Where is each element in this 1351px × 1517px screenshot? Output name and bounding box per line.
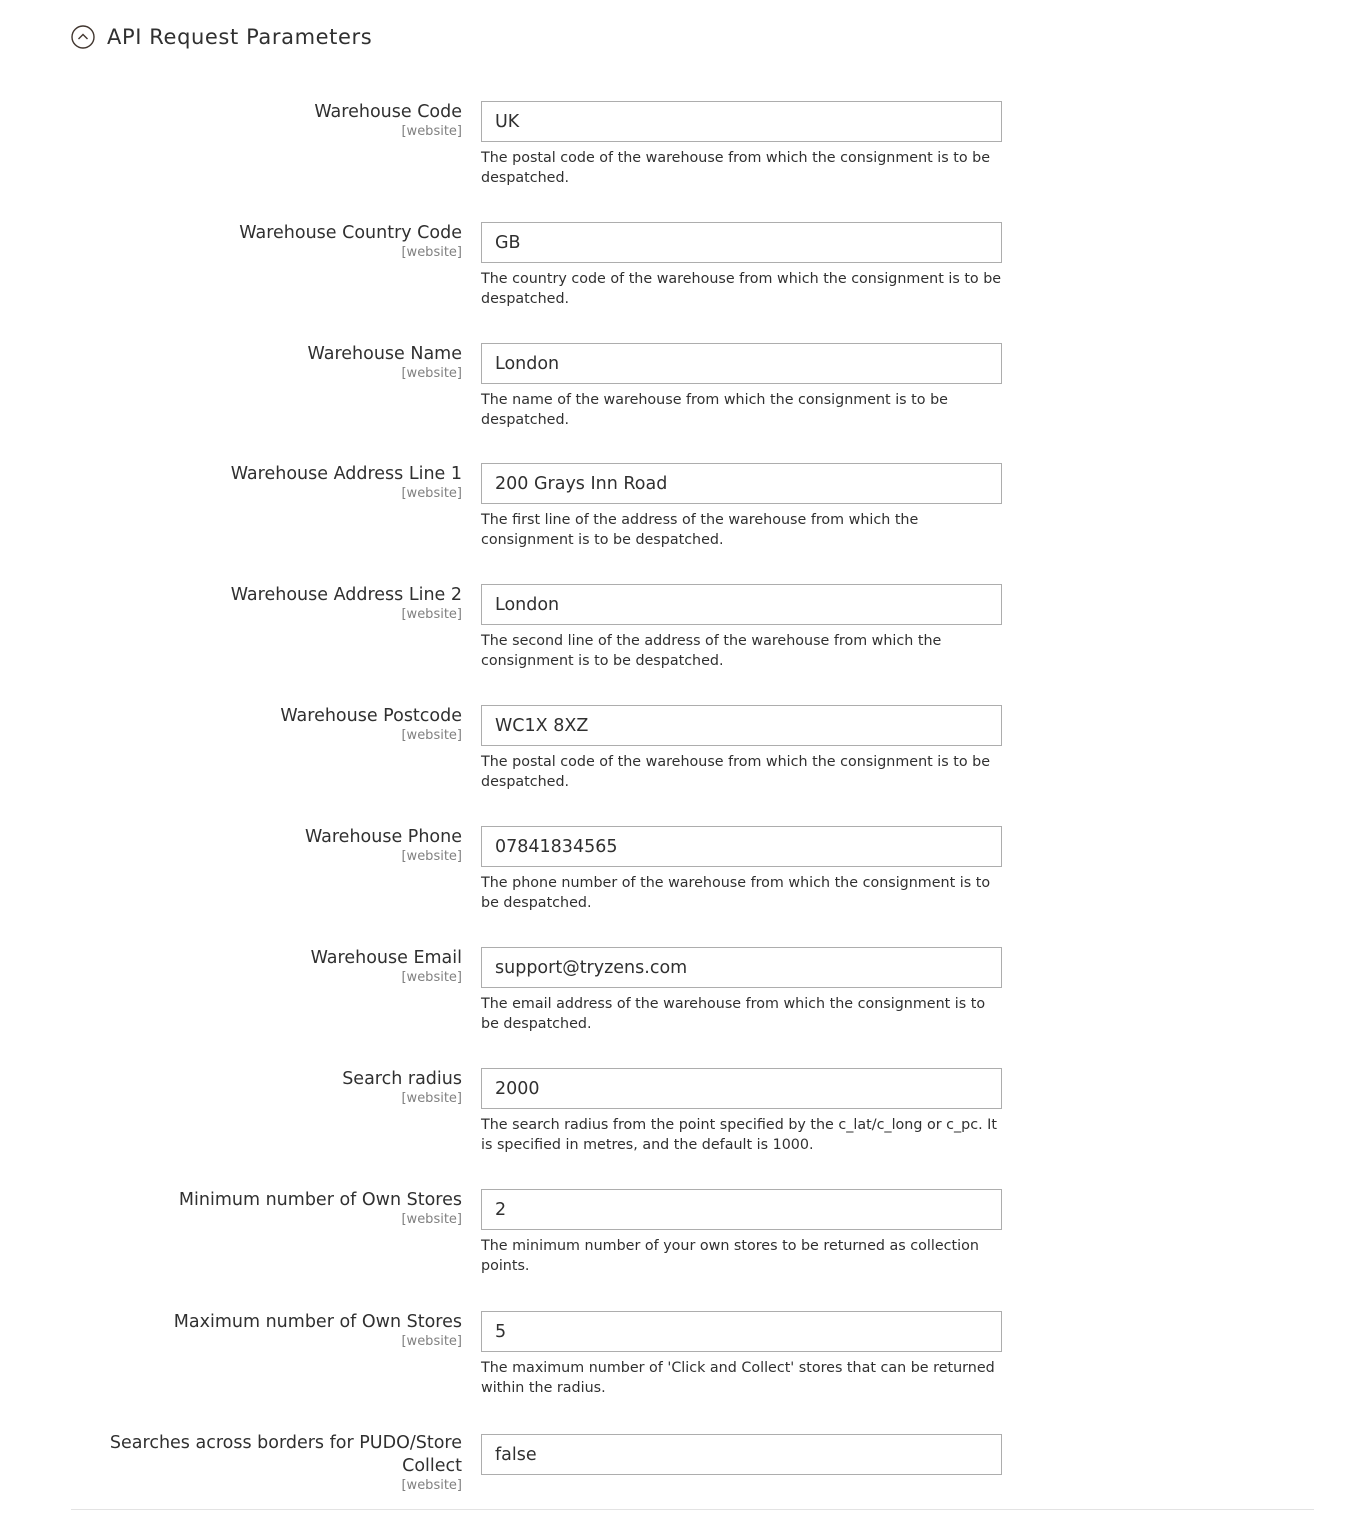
field-label: Searches across borders for PUDO/Store Collect bbox=[109, 1433, 462, 1476]
field-label: Warehouse Code bbox=[314, 102, 462, 122]
field-note: The country code of the warehouse from which the consignment is to be despatched. bbox=[481, 271, 1002, 307]
scope-label: [website] bbox=[401, 245, 462, 260]
field-row-maximum-own-stores bbox=[0, 1311, 1351, 1421]
field-note: The second line of the address of the warehouse from which the consignment is to be despatched. bbox=[481, 633, 942, 669]
field-row-minimum-own-stores bbox=[0, 1189, 1351, 1299]
maximum-own-stores-input[interactable] bbox=[481, 1311, 1002, 1352]
cross-border-search-input[interactable] bbox=[481, 1434, 1002, 1475]
scope-label: [website] bbox=[401, 1212, 462, 1227]
field-label-block bbox=[102, 947, 462, 985]
field-label: Warehouse Email bbox=[310, 948, 462, 968]
field-label: Search radius bbox=[342, 1069, 462, 1089]
field-label-block bbox=[102, 343, 462, 381]
scope-label: [website] bbox=[401, 1478, 462, 1493]
field-label: Warehouse Postcode bbox=[280, 706, 462, 726]
field-row-warehouse-address-line-2 bbox=[0, 584, 1351, 694]
minimum-own-stores-input[interactable] bbox=[481, 1189, 1002, 1230]
scope-label: [website] bbox=[401, 1091, 462, 1106]
warehouse-email-input[interactable] bbox=[481, 947, 1002, 988]
field-label: Warehouse Name bbox=[307, 344, 462, 364]
field-label-block bbox=[102, 463, 462, 501]
field-row-warehouse-code bbox=[0, 101, 1351, 211]
section-title: API Request Parameters bbox=[107, 25, 373, 49]
field-row-search-radius bbox=[0, 1068, 1351, 1178]
field-label: Minimum number of Own Stores bbox=[178, 1190, 462, 1210]
scope-label: [website] bbox=[401, 486, 462, 501]
field-row-warehouse-postcode bbox=[0, 705, 1351, 815]
chevron-up-circle-icon[interactable] bbox=[71, 25, 95, 49]
field-label-block bbox=[102, 222, 462, 260]
section-divider bbox=[71, 1509, 1314, 1510]
field-label-block bbox=[102, 826, 462, 864]
field-note: The postal code of the warehouse from which the consignment is to be despatched. bbox=[481, 150, 991, 186]
field-label-block bbox=[102, 1311, 462, 1349]
field-row-cross-border-search bbox=[0, 1432, 1351, 1502]
field-label: Warehouse Phone bbox=[304, 827, 462, 847]
field-label: Warehouse Address Line 2 bbox=[230, 585, 462, 605]
warehouse-code-input[interactable] bbox=[481, 101, 1002, 142]
scope-label: [website] bbox=[401, 849, 462, 864]
field-row-warehouse-phone bbox=[0, 826, 1351, 936]
scope-label: [website] bbox=[401, 728, 462, 743]
field-label-block bbox=[102, 584, 462, 622]
scope-label: [website] bbox=[401, 366, 462, 381]
field-label: Maximum number of Own Stores bbox=[173, 1312, 462, 1332]
field-row-warehouse-country-code bbox=[0, 222, 1351, 332]
field-row-warehouse-name bbox=[0, 343, 1351, 453]
warehouse-address-line-1-input[interactable] bbox=[481, 463, 1002, 504]
field-row-warehouse-address-line-1 bbox=[0, 463, 1351, 573]
field-label-block bbox=[102, 101, 462, 139]
warehouse-country-code-input[interactable] bbox=[481, 222, 1002, 263]
scope-label: [website] bbox=[401, 970, 462, 985]
field-note: The minimum number of your own stores to be returned as collection points. bbox=[481, 1238, 979, 1274]
field-note: The maximum number of 'Click and Collect' stores that can be returned within the radius. bbox=[481, 1360, 995, 1396]
warehouse-address-line-2-input[interactable] bbox=[481, 584, 1002, 625]
scope-label: [website] bbox=[401, 1334, 462, 1349]
warehouse-phone-input[interactable] bbox=[481, 826, 1002, 867]
section-header[interactable] bbox=[71, 20, 372, 54]
search-radius-input[interactable] bbox=[481, 1068, 1002, 1109]
field-note: The phone number of the warehouse from which the consignment is to be despatched. bbox=[481, 875, 991, 911]
field-note: The postal code of the warehouse from which the consignment is to be despatched. bbox=[481, 754, 991, 790]
warehouse-name-input[interactable] bbox=[481, 343, 1002, 384]
field-label-block bbox=[62, 1432, 462, 1493]
field-label-block bbox=[102, 1068, 462, 1106]
field-label-block bbox=[102, 705, 462, 743]
scope-label: [website] bbox=[401, 607, 462, 622]
field-label: Warehouse Country Code bbox=[239, 223, 462, 243]
field-note: The name of the warehouse from which the consignment is to be despatched. bbox=[481, 392, 948, 428]
field-row-warehouse-email bbox=[0, 947, 1351, 1057]
field-note: The email address of the warehouse from which the consignment is to be despatched. bbox=[481, 996, 986, 1032]
warehouse-postcode-input[interactable] bbox=[481, 705, 1002, 746]
field-note: The search radius from the point specified by the c_lat/c_long or c_pc. It is specified in metres, and the default is 1000. bbox=[481, 1117, 998, 1153]
field-label-block bbox=[102, 1189, 462, 1227]
field-label: Warehouse Address Line 1 bbox=[230, 464, 462, 484]
scope-label: [website] bbox=[401, 124, 462, 139]
field-note: The first line of the address of the warehouse from which the consignment is to be despatched. bbox=[481, 512, 919, 548]
